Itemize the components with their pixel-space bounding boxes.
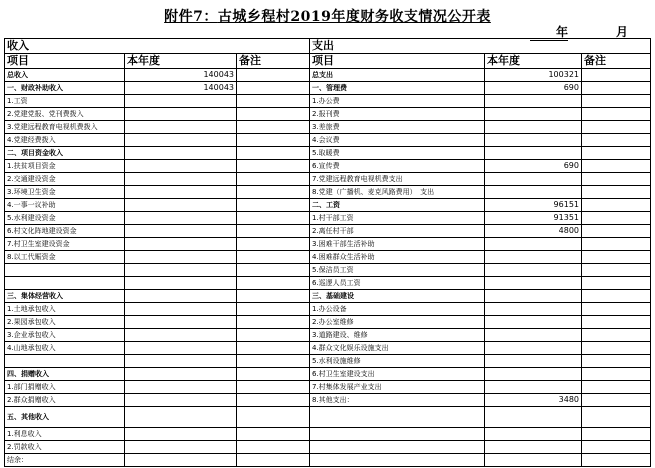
table-row xyxy=(5,121,651,134)
income-remark-cell xyxy=(237,290,310,303)
income-value-cell xyxy=(125,428,237,441)
table-row xyxy=(5,316,651,329)
finance-table-body xyxy=(5,39,651,467)
income-section-label: 收入 xyxy=(5,39,310,54)
expense-value-cell xyxy=(485,381,582,394)
table-row xyxy=(5,303,651,316)
expense-remark-cell xyxy=(582,277,651,290)
expense-value-cell xyxy=(485,303,582,316)
expense-value-cell xyxy=(485,368,582,381)
table-row xyxy=(5,69,651,82)
income-remark-cell xyxy=(237,381,310,394)
table-row xyxy=(5,212,651,225)
income-remark-cell xyxy=(237,108,310,121)
expense-remark-cell xyxy=(582,82,651,95)
table-row xyxy=(5,82,651,95)
income-value-cell xyxy=(125,454,237,467)
income-item-cell: 4.党建经费拨入 xyxy=(5,134,125,147)
table-row xyxy=(5,329,651,342)
expense-item-cell: 5.取暖费 xyxy=(310,147,485,160)
expense-item-cell: 2.办公室维修 xyxy=(310,316,485,329)
expense-item-cell: 5.水利设施维修 xyxy=(310,355,485,368)
income-remark-cell xyxy=(237,316,310,329)
income-remark-cell xyxy=(237,355,310,368)
table-row xyxy=(5,173,651,186)
expense-remark-cell xyxy=(582,428,651,441)
table-row xyxy=(5,264,651,277)
income-value-cell xyxy=(125,121,237,134)
expense-item-cell xyxy=(310,441,485,454)
expense-remark-cell xyxy=(582,108,651,121)
expense-value-cell xyxy=(485,355,582,368)
income-remark-cell xyxy=(237,173,310,186)
income-value-cell xyxy=(125,368,237,381)
income-value-cell xyxy=(125,342,237,355)
expense-section-label: 支出 xyxy=(310,39,651,54)
income-remark-cell xyxy=(237,251,310,264)
income-item-cell: 4.一事一议补助 xyxy=(5,199,125,212)
expense-item-cell: 1.办公费 xyxy=(310,95,485,108)
income-value-cell xyxy=(125,238,237,251)
income-remark-cell xyxy=(237,394,310,407)
table-row xyxy=(5,342,651,355)
income-value-cell xyxy=(125,441,237,454)
expense-item-cell: 2.离任村干部 xyxy=(310,225,485,238)
expense-remark-cell xyxy=(582,316,651,329)
income-value-cell xyxy=(125,316,237,329)
expense-remark-cell xyxy=(582,95,651,108)
expense-value-cell: 96151 xyxy=(485,199,582,212)
expense-item-cell: 4.会议费 xyxy=(310,134,485,147)
expense-remark-cell xyxy=(582,212,651,225)
table-row xyxy=(5,95,651,108)
expense-value-cell xyxy=(485,316,582,329)
expense-remark-cell xyxy=(582,381,651,394)
expense-item-cell: 6.宣传费 xyxy=(310,160,485,173)
income-item-cell: 6.村文化阵地建设资金 xyxy=(5,225,125,238)
expense-item-cell: 7.党建远程教育电视机费支出 xyxy=(310,173,485,186)
income-item-cell: 二、项目资金收入 xyxy=(5,147,125,160)
table-row xyxy=(5,277,651,290)
expense-remark-cell xyxy=(582,290,651,303)
income-value-cell xyxy=(125,264,237,277)
expense-value-cell xyxy=(485,441,582,454)
income-value-cell xyxy=(125,160,237,173)
year-label: 年 xyxy=(530,23,568,41)
income-remark-cell xyxy=(237,212,310,225)
income-remark-cell xyxy=(237,147,310,160)
income-value-cell xyxy=(125,381,237,394)
income-item-cell: 结余： xyxy=(5,454,125,467)
income-remark-cell xyxy=(237,277,310,290)
table-row xyxy=(5,251,651,264)
income-remark-cell xyxy=(237,303,310,316)
expense-value-cell xyxy=(485,277,582,290)
expense-item-cell: 三、基础建设 xyxy=(310,290,485,303)
expense-remark-cell xyxy=(582,342,651,355)
income-item-cell: 1.扶贫项目资金 xyxy=(5,160,125,173)
table-row xyxy=(5,238,651,251)
expense-remark-cell xyxy=(582,69,651,82)
expense-item-cell: 4.困难群众生活补助 xyxy=(310,251,485,264)
income-remark-cell xyxy=(237,329,310,342)
expense-item-cell: 7.村集体发展产业支出 xyxy=(310,381,485,394)
expense-value-cell xyxy=(485,290,582,303)
income-item-cell xyxy=(5,355,125,368)
table-row xyxy=(5,441,651,454)
income-item-cell: 2.果园承包收入 xyxy=(5,316,125,329)
income-value-cell: 140043 xyxy=(125,82,237,95)
title-main: 古城乡程村2019年度财务收支情况公开表 xyxy=(217,9,491,25)
expense-value-cell xyxy=(485,342,582,355)
income-item-cell: 五、其他收入 xyxy=(5,407,125,428)
expense-year-header: 本年度 xyxy=(485,54,582,69)
income-remark-cell xyxy=(237,69,310,82)
expense-value-cell xyxy=(485,251,582,264)
expense-item-cell: 1.村干部工资 xyxy=(310,212,485,225)
income-item-cell: 5.水利建设资金 xyxy=(5,212,125,225)
income-value-cell xyxy=(125,329,237,342)
expense-value-cell xyxy=(485,454,582,467)
expense-remark-cell xyxy=(582,329,651,342)
table-row xyxy=(5,147,651,160)
income-remark-cell xyxy=(237,238,310,251)
expense-item-cell: 3.差旅费 xyxy=(310,121,485,134)
table-row xyxy=(5,225,651,238)
income-value-cell xyxy=(125,225,237,238)
table-row xyxy=(5,199,651,212)
table-row xyxy=(5,454,651,467)
expense-remark-cell xyxy=(582,147,651,160)
income-value-cell xyxy=(125,251,237,264)
expense-value-cell: 690 xyxy=(485,160,582,173)
expense-item-cell: 总支出 xyxy=(310,69,485,82)
income-remark-cell xyxy=(237,441,310,454)
column-header-row xyxy=(5,54,651,69)
income-item-cell: 3.企业承包收入 xyxy=(5,329,125,342)
expense-remark-cell xyxy=(582,238,651,251)
expense-remark-cell xyxy=(582,394,651,407)
expense-value-cell xyxy=(485,264,582,277)
table-row xyxy=(5,355,651,368)
income-item-cell xyxy=(5,277,125,290)
income-item-cell: 7.村卫生室建设资金 xyxy=(5,238,125,251)
expense-item-cell: 3.困难干部生活补助 xyxy=(310,238,485,251)
expense-item-cell: 6.村卫生室建设支出 xyxy=(310,368,485,381)
income-item-cell: 2.群众捐赠收入 xyxy=(5,394,125,407)
expense-remark-cell xyxy=(582,134,651,147)
expense-item-cell: 8.其他支出： xyxy=(310,394,485,407)
income-item-cell: 1.工资 xyxy=(5,95,125,108)
income-value-cell xyxy=(125,355,237,368)
table-row xyxy=(5,394,651,407)
table-row xyxy=(5,428,651,441)
income-year-header: 本年度 xyxy=(125,54,237,69)
income-item-cell xyxy=(5,264,125,277)
income-remark-header: 备注 xyxy=(237,54,310,69)
expense-value-cell xyxy=(485,147,582,160)
income-remark-cell xyxy=(237,134,310,147)
table-row xyxy=(5,407,651,428)
expense-remark-cell xyxy=(582,303,651,316)
expense-value-cell xyxy=(485,173,582,186)
income-value-cell xyxy=(125,212,237,225)
expense-remark-cell xyxy=(582,186,651,199)
expense-item-cell: 1.办公设备 xyxy=(310,303,485,316)
expense-item-cell xyxy=(310,407,485,428)
expense-item-header: 项目 xyxy=(310,54,485,69)
income-value-cell: 140043 xyxy=(125,69,237,82)
table-row xyxy=(5,160,651,173)
income-remark-cell xyxy=(237,454,310,467)
income-value-cell xyxy=(125,108,237,121)
income-value-cell xyxy=(125,407,237,428)
income-item-cell: 1.利息收入 xyxy=(5,428,125,441)
income-remark-cell xyxy=(237,407,310,428)
income-value-cell xyxy=(125,134,237,147)
expense-remark-header: 备注 xyxy=(582,54,651,69)
table-row xyxy=(5,134,651,147)
expense-remark-cell xyxy=(582,368,651,381)
expense-remark-cell xyxy=(582,454,651,467)
income-value-cell xyxy=(125,199,237,212)
income-item-cell: 一、财政补助收入 xyxy=(5,82,125,95)
expense-remark-cell xyxy=(582,264,651,277)
expense-remark-cell xyxy=(582,199,651,212)
income-remark-cell xyxy=(237,186,310,199)
income-item-header: 项目 xyxy=(5,54,125,69)
income-value-cell xyxy=(125,186,237,199)
income-remark-cell xyxy=(237,342,310,355)
income-remark-cell xyxy=(237,95,310,108)
income-remark-cell xyxy=(237,82,310,95)
income-value-cell xyxy=(125,173,237,186)
income-item-cell: 2.罚款收入 xyxy=(5,441,125,454)
income-value-cell xyxy=(125,394,237,407)
expense-value-cell: 3480 xyxy=(485,394,582,407)
income-item-cell: 3.党建远程教育电视机费拨入 xyxy=(5,121,125,134)
income-remark-cell xyxy=(237,160,310,173)
income-item-cell: 4.山地承包收入 xyxy=(5,342,125,355)
expense-value-cell xyxy=(485,407,582,428)
expense-item-cell: 2.报刊费 xyxy=(310,108,485,121)
expense-value-cell xyxy=(485,95,582,108)
income-item-cell: 1.土地承包收入 xyxy=(5,303,125,316)
income-remark-cell xyxy=(237,368,310,381)
expense-remark-cell xyxy=(582,251,651,264)
income-remark-cell xyxy=(237,121,310,134)
table-row xyxy=(5,186,651,199)
income-value-cell xyxy=(125,277,237,290)
expense-value-cell xyxy=(485,108,582,121)
income-remark-cell xyxy=(237,199,310,212)
table-row xyxy=(5,381,651,394)
title-prefix: 附件7： xyxy=(164,9,218,25)
expense-remark-cell xyxy=(582,407,651,428)
income-item-cell: 三、集体经营收入 xyxy=(5,290,125,303)
income-item-cell: 2.党建党报、党刊费拨入 xyxy=(5,108,125,121)
expense-value-cell xyxy=(485,186,582,199)
expense-value-cell xyxy=(485,329,582,342)
expense-item-cell: 4.群众文化娱乐设施支出 xyxy=(310,342,485,355)
expense-value-cell: 4800 xyxy=(485,225,582,238)
income-value-cell xyxy=(125,303,237,316)
income-value-cell xyxy=(125,95,237,108)
expense-remark-cell xyxy=(582,173,651,186)
expense-item-cell: 二、工资 xyxy=(310,199,485,212)
expense-remark-cell xyxy=(582,121,651,134)
expense-remark-cell xyxy=(582,160,651,173)
income-remark-cell xyxy=(237,264,310,277)
table-row xyxy=(5,368,651,381)
expense-item-cell: 3.道路建设、维修 xyxy=(310,329,485,342)
month-label: 月 xyxy=(615,25,628,39)
expense-value-cell: 91351 xyxy=(485,212,582,225)
expense-value-cell xyxy=(485,428,582,441)
expense-remark-cell xyxy=(582,355,651,368)
income-remark-cell xyxy=(237,225,310,238)
income-item-cell: 1.部门捐赠收入 xyxy=(5,381,125,394)
income-item-cell: 2.交通建设资金 xyxy=(5,173,125,186)
expense-item-cell: 一、管理费 xyxy=(310,82,485,95)
table-row xyxy=(5,290,651,303)
table-row xyxy=(5,108,651,121)
expense-item-cell: 6.巡逻人员工资 xyxy=(310,277,485,290)
income-item-cell: 总收入 xyxy=(5,69,125,82)
expense-item-cell xyxy=(310,454,485,467)
income-item-cell: 8.以工代赈资金 xyxy=(5,251,125,264)
finance-table xyxy=(4,38,651,467)
section-header-row xyxy=(5,39,651,54)
income-item-cell: 3.环境卫生资金 xyxy=(5,186,125,199)
income-value-cell xyxy=(125,290,237,303)
expense-item-cell xyxy=(310,428,485,441)
expense-value-cell: 100321 xyxy=(485,69,582,82)
expense-value-cell xyxy=(485,134,582,147)
expense-remark-cell xyxy=(582,225,651,238)
expense-value-cell: 690 xyxy=(485,82,582,95)
expense-value-cell xyxy=(485,121,582,134)
income-item-cell: 四、捐赠收入 xyxy=(5,368,125,381)
income-remark-cell xyxy=(237,428,310,441)
expense-item-cell: 8.党建（广播机、麦克风路费用） 支出 xyxy=(310,186,485,199)
expense-value-cell xyxy=(485,238,582,251)
income-value-cell xyxy=(125,147,237,160)
expense-item-cell: 5.保洁员工资 xyxy=(310,264,485,277)
expense-remark-cell xyxy=(582,441,651,454)
